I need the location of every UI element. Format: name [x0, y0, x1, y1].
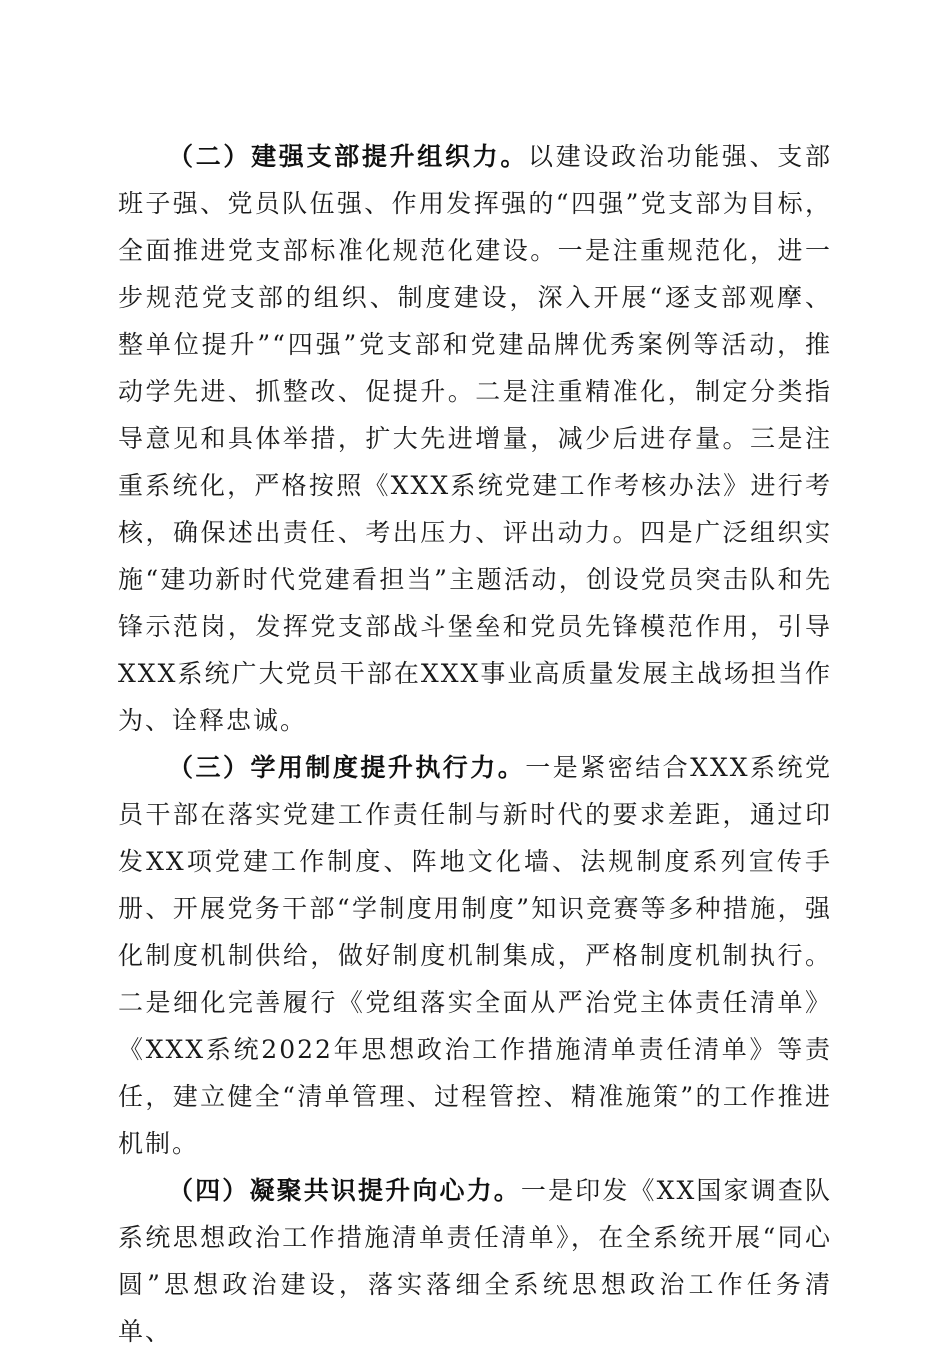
paragraph-heading: （二）建强支部提升组织力。 — [168, 142, 529, 171]
paragraph-text: 以建设政治功能强、支部班子强、党员队伍强、作用发挥强的“四强”党支部为目标，全面推进党支部标准化规范化建设。一是注重规范化，进一步规范党支部的组织、制度建设，深入开展“逐支部观摩、整单位提升”“四强”党支部和党建品牌优秀案例等活动，推动学先进、抓整改、促提升。二是注重精准化，制定分类指导意见和具体举措，扩大先进增量，减少后进存量。三是注重系统化，严格按照《XXX系统党建工作考核办法》进行考核，确保述出责任、考出压力、评出动力。四是广泛组织实施“建功新时代党建看担当”主题活动，创设党员突击队和先锋示范岗，发挥党支部战斗堡垒和党员先锋模范作用，引导XXX系统广大党员干部在XXX事业高质量发展主战场担当作为、诠释忠诚。 — [118, 142, 832, 735]
paragraph-institution — [118, 744, 832, 1167]
paragraph-party-branch — [118, 133, 832, 744]
paragraph-text: 一是印发《XX国家调查队系统思想政治工作措施清单责任清单》，在全系统开展“同心圆”思想政治建设，落实落细全系统思想政治工作任务清单、 — [118, 1176, 832, 1346]
paragraph-consensus — [118, 1167, 832, 1355]
document-body — [118, 133, 832, 1355]
paragraph-heading: （三）学用制度提升执行力。 — [168, 753, 526, 782]
paragraph-text: 一是紧密结合XXX系统党员干部在落实党建工作责任制与新时代的要求差距，通过印发XX项党建工作制度、阵地文化墙、法规制度系列宣传手册、开展党务干部“学制度用制度”知识竞赛等多种措施，强化制度机制供给，做好制度机制集成，严格制度机制执行。二是细化完善履行《党组落实全面从严治党主体责任清单》《XXX系统2022年思想政治工作措施清单责任清单》等责任，建立健全“清单管理、过程管控、精准施策”的工作推进机制。 — [118, 753, 832, 1158]
paragraph-heading: （四）凝聚共识提升向心力。 — [168, 1176, 521, 1205]
